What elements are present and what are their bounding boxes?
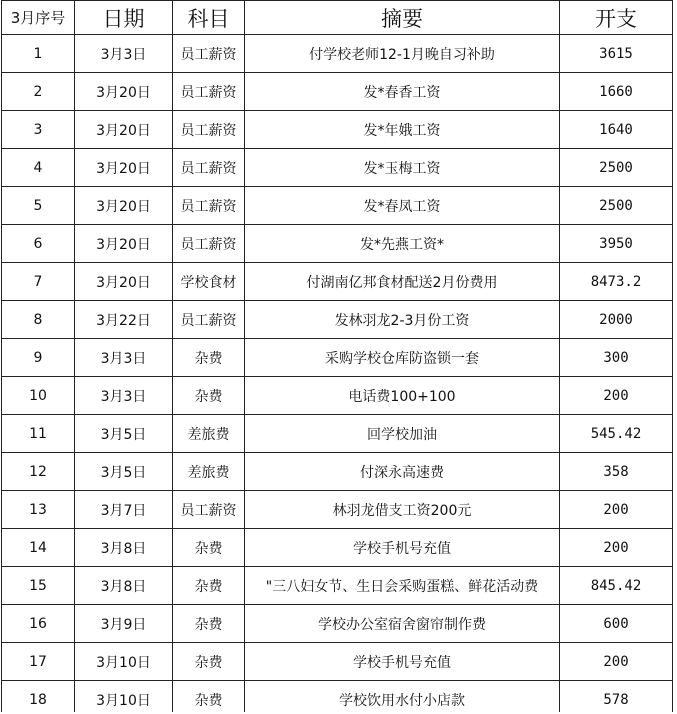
cell-subject[interactable]: 员工薪资 xyxy=(173,301,245,339)
table-row xyxy=(2,529,673,567)
cell-summary[interactable]: "三八妇女节、生日会采购蛋糕、鲜花活动费 xyxy=(245,567,560,605)
table-row xyxy=(2,377,673,415)
table-row xyxy=(2,35,673,73)
table-row xyxy=(2,453,673,491)
cell-date[interactable]: 3月5日 xyxy=(75,415,173,453)
cell-subject[interactable]: 员工薪资 xyxy=(173,225,245,263)
cell-amount[interactable]: 358 xyxy=(560,453,673,491)
cell-date[interactable]: 3月20日 xyxy=(75,73,173,111)
cell-seq[interactable]: 6 xyxy=(2,225,75,263)
cell-subject[interactable]: 差旅费 xyxy=(173,453,245,491)
expense-table xyxy=(1,0,673,714)
cell-amount[interactable]: 578 xyxy=(560,681,673,714)
cell-date[interactable]: 3月10日 xyxy=(75,643,173,681)
cell-subject[interactable]: 杂费 xyxy=(173,681,245,714)
table-row xyxy=(2,339,673,377)
cell-summary[interactable]: 付深永高速费 xyxy=(245,453,560,491)
cell-summary[interactable]: 学校饮用水付小店款 xyxy=(245,681,560,714)
cell-subject[interactable]: 员工薪资 xyxy=(173,111,245,149)
cell-subject[interactable]: 员工薪资 xyxy=(173,73,245,111)
cell-date[interactable]: 3月8日 xyxy=(75,567,173,605)
cell-date[interactable]: 3月3日 xyxy=(75,377,173,415)
table-row xyxy=(2,681,673,714)
cell-subject[interactable]: 员工薪资 xyxy=(173,35,245,73)
cell-amount[interactable]: 600 xyxy=(560,605,673,643)
cell-summary[interactable]: 付湖南亿邦食材配送2月份费用 xyxy=(245,263,560,301)
cell-summary[interactable]: 林羽龙借支工资200元 xyxy=(245,491,560,529)
table-row xyxy=(2,567,673,605)
cell-subject[interactable]: 杂费 xyxy=(173,529,245,567)
cell-summary[interactable]: 发*年娥工资 xyxy=(245,111,560,149)
cell-subject[interactable]: 杂费 xyxy=(173,377,245,415)
cell-summary[interactable]: 发*春凤工资 xyxy=(245,187,560,225)
cell-seq[interactable]: 17 xyxy=(2,643,75,681)
cell-seq[interactable]: 2 xyxy=(2,73,75,111)
cell-amount[interactable]: 3615 xyxy=(560,35,673,73)
cell-summary[interactable]: 发*春香工资 xyxy=(245,73,560,111)
header-summary[interactable]: 摘要 xyxy=(245,1,560,35)
cell-date[interactable]: 3月20日 xyxy=(75,225,173,263)
cell-subject[interactable]: 杂费 xyxy=(173,605,245,643)
cell-subject[interactable]: 杂费 xyxy=(173,567,245,605)
cell-date[interactable]: 3月7日 xyxy=(75,491,173,529)
table-row xyxy=(2,415,673,453)
header-date[interactable]: 日期 xyxy=(75,1,173,35)
cell-seq[interactable]: 3 xyxy=(2,111,75,149)
cell-summary[interactable]: 付学校老师12-1月晚自习补助 xyxy=(245,35,560,73)
cell-date[interactable]: 3月20日 xyxy=(75,111,173,149)
cell-seq[interactable]: 15 xyxy=(2,567,75,605)
cell-seq[interactable]: 5 xyxy=(2,187,75,225)
cell-seq[interactable]: 14 xyxy=(2,529,75,567)
cell-amount[interactable]: 200 xyxy=(560,643,673,681)
cell-date[interactable]: 3月3日 xyxy=(75,35,173,73)
cell-date[interactable]: 3月10日 xyxy=(75,681,173,714)
table-row xyxy=(2,643,673,681)
header-subject[interactable]: 科目 xyxy=(173,1,245,35)
cell-amount[interactable]: 3950 xyxy=(560,225,673,263)
cell-seq[interactable]: 10 xyxy=(2,377,75,415)
cell-amount[interactable]: 300 xyxy=(560,339,673,377)
cell-summary[interactable]: 学校手机号充值 xyxy=(245,643,560,681)
cell-amount[interactable]: 1640 xyxy=(560,111,673,149)
cell-date[interactable]: 3月5日 xyxy=(75,453,173,491)
cell-date[interactable]: 3月8日 xyxy=(75,529,173,567)
cell-seq[interactable]: 7 xyxy=(2,263,75,301)
cell-amount[interactable]: 2000 xyxy=(560,301,673,339)
cell-date[interactable]: 3月20日 xyxy=(75,263,173,301)
cell-subject[interactable]: 员工薪资 xyxy=(173,187,245,225)
table-row xyxy=(2,605,673,643)
table-row xyxy=(2,263,673,301)
cell-amount[interactable]: 8473.2 xyxy=(560,263,673,301)
cell-date[interactable]: 3月22日 xyxy=(75,301,173,339)
table-row xyxy=(2,491,673,529)
cell-subject[interactable]: 杂费 xyxy=(173,643,245,681)
table-row xyxy=(2,111,673,149)
cell-seq[interactable]: 8 xyxy=(2,301,75,339)
cell-amount[interactable]: 200 xyxy=(560,529,673,567)
header-amount[interactable]: 开支 xyxy=(560,1,673,35)
cell-summary[interactable]: 电话费100+100 xyxy=(245,377,560,415)
cell-seq[interactable]: 1 xyxy=(2,35,75,73)
cell-subject[interactable]: 学校食材 xyxy=(173,263,245,301)
cell-subject[interactable]: 差旅费 xyxy=(173,415,245,453)
cell-summary[interactable]: 发*先燕工资* xyxy=(245,225,560,263)
cell-seq[interactable]: 11 xyxy=(2,415,75,453)
cell-summary[interactable]: 发*玉梅工资 xyxy=(245,149,560,187)
cell-amount[interactable]: 545.42 xyxy=(560,415,673,453)
cell-seq[interactable]: 16 xyxy=(2,605,75,643)
cell-summary[interactable]: 发林羽龙2-3月份工资 xyxy=(245,301,560,339)
cell-amount[interactable]: 200 xyxy=(560,491,673,529)
cell-date[interactable]: 3月20日 xyxy=(75,187,173,225)
cell-seq[interactable]: 18 xyxy=(2,681,75,714)
header-seq[interactable]: 3月序号 xyxy=(2,1,75,35)
cell-amount[interactable]: 2500 xyxy=(560,187,673,225)
cell-amount[interactable]: 1660 xyxy=(560,73,673,111)
cell-subject[interactable]: 员工薪资 xyxy=(173,149,245,187)
cell-seq[interactable]: 9 xyxy=(2,339,75,377)
cell-seq[interactable]: 13 xyxy=(2,491,75,529)
cell-summary[interactable]: 采购学校仓库防盗锁一套 xyxy=(245,339,560,377)
cell-seq[interactable]: 12 xyxy=(2,453,75,491)
cell-summary[interactable]: 学校办公室宿舍窗帘制作费 xyxy=(245,605,560,643)
cell-seq[interactable]: 4 xyxy=(2,149,75,187)
table-body xyxy=(2,35,673,714)
cell-date[interactable]: 3月3日 xyxy=(75,339,173,377)
cell-subject[interactable]: 杂费 xyxy=(173,339,245,377)
cell-summary[interactable]: 学校手机号充值 xyxy=(245,529,560,567)
cell-amount[interactable]: 2500 xyxy=(560,149,673,187)
cell-amount[interactable]: 200 xyxy=(560,377,673,415)
cell-subject[interactable]: 员工薪资 xyxy=(173,491,245,529)
cell-date[interactable]: 3月9日 xyxy=(75,605,173,643)
cell-date[interactable]: 3月20日 xyxy=(75,149,173,187)
table-row xyxy=(2,225,673,263)
cell-summary[interactable]: 回学校加油 xyxy=(245,415,560,453)
table-row xyxy=(2,187,673,225)
cell-amount[interactable]: 845.42 xyxy=(560,567,673,605)
table-row xyxy=(2,301,673,339)
header-row xyxy=(2,1,673,35)
table-row xyxy=(2,73,673,111)
table-row xyxy=(2,149,673,187)
